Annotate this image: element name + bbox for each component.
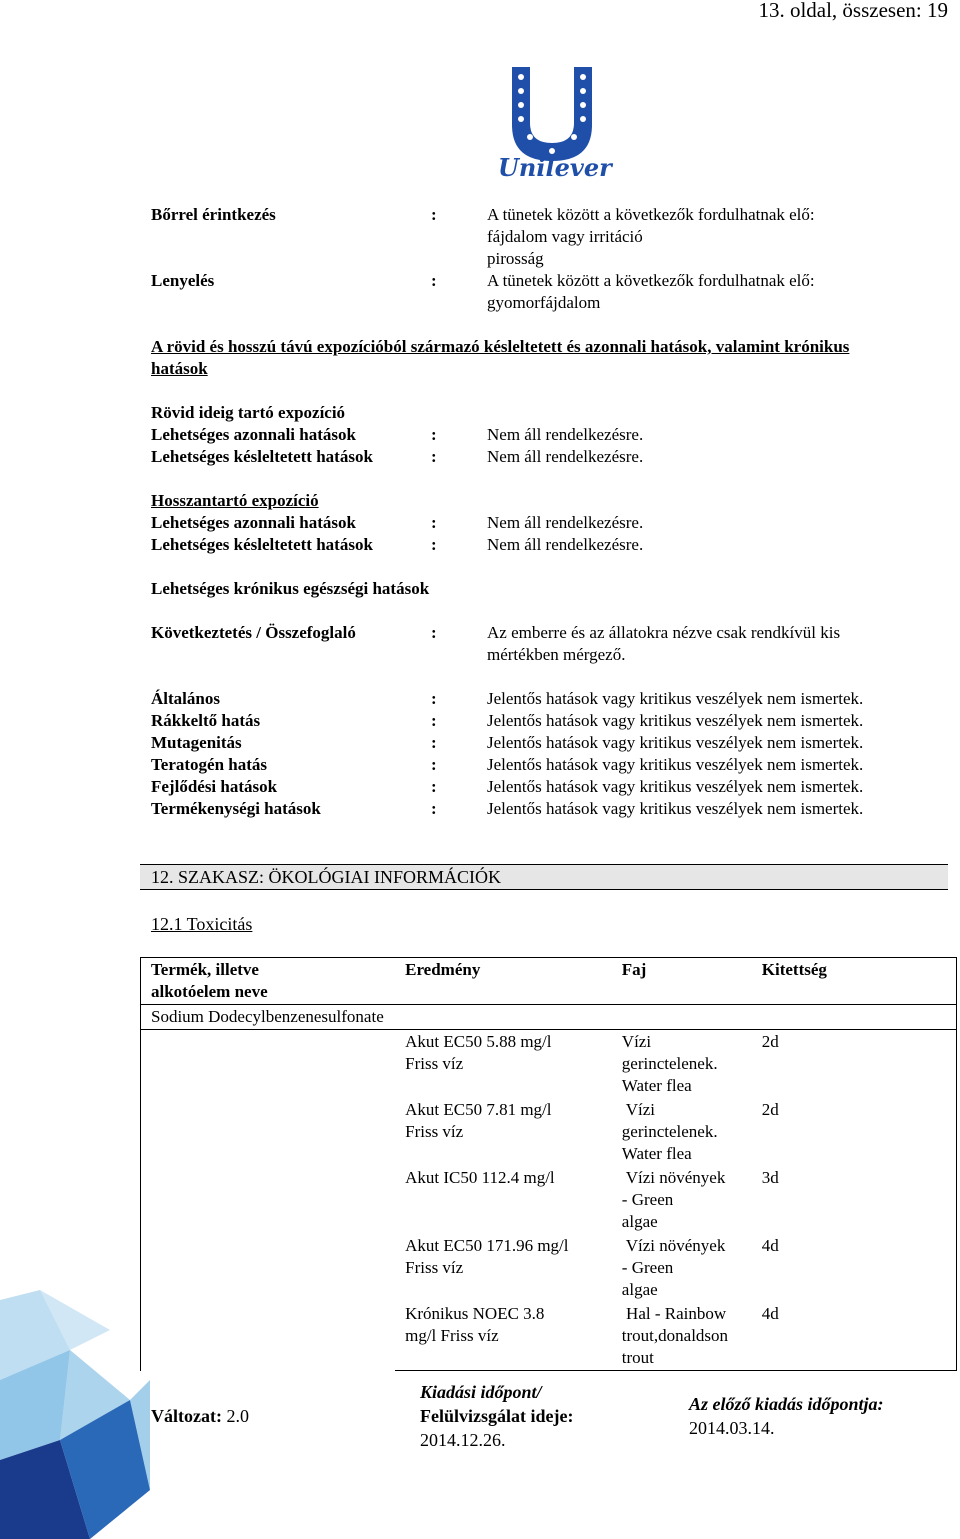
exposure-cell: 2d	[752, 1030, 957, 1099]
skin-contact-value-3: pirosság	[487, 249, 544, 268]
page-number: 13. oldal, összesen: 19	[758, 0, 948, 22]
species-cell: Vízi gerinctelenek. Water flea	[621, 1032, 718, 1095]
empty-cell	[141, 1030, 396, 1371]
colon: :	[431, 425, 437, 444]
effect-value: Jelentős hatások vagy kritikus veszélyek nem ismertek.	[487, 689, 864, 708]
header-exposure: Kitettség	[752, 958, 957, 1005]
skin-contact-value-1: A tünetek között a következők fordulhatnak elő:	[487, 205, 815, 224]
effect-label: Rákkeltő hatás	[151, 711, 261, 730]
short-delayed-value: Nem áll rendelkezésre.	[487, 447, 644, 466]
long-immediate-label: Lehetséges azonnali hatások	[151, 513, 356, 532]
toxicity-heading: 12.1 Toxicitás	[151, 914, 253, 934]
version	[151, 1404, 249, 1428]
result-cell: Akut EC50 5.88 mg/l Friss víz	[405, 1032, 552, 1073]
effect-value: Jelentős hatások vagy kritikus veszélyek nem ismertek.	[487, 755, 864, 774]
unilever-wordmark: Unilever	[498, 153, 612, 182]
issue-label-1: Kiadási időpont/	[420, 1382, 542, 1402]
long-delayed-label: Lehetséges késleltetett hatások	[151, 535, 373, 554]
colon: :	[431, 689, 437, 708]
species-cell: Vízi növények - Green algae	[621, 1236, 726, 1299]
issue-date: 2014.12.26.	[420, 1430, 506, 1450]
unilever-logo	[498, 65, 612, 182]
effect-value: Jelentős hatások vagy kritikus veszélyek nem ismertek.	[487, 733, 864, 752]
colon: :	[431, 623, 437, 642]
conclusion-value-1: Az emberre és az állatokra nézve csak rendkívül kis	[487, 623, 841, 642]
table-header-row	[141, 958, 957, 1005]
exposure-cell: 4d	[752, 1234, 957, 1302]
table-row	[141, 1030, 957, 1099]
effect-value: Jelentős hatások vagy kritikus veszélyek nem ismertek.	[487, 799, 864, 818]
effect-value: Jelentős hatások vagy kritikus veszélyek nem ismertek.	[487, 711, 864, 730]
exposure-cell: 4d	[752, 1302, 957, 1371]
long-delayed-value: Nem áll rendelkezésre.	[487, 535, 644, 554]
short-term-heading: Rövid ideig tartó expozíció	[151, 403, 346, 422]
effect-label: Mutagenitás	[151, 733, 242, 752]
short-immediate-label: Lehetséges azonnali hatások	[151, 425, 356, 444]
result-cell: Akut IC50 112.4 mg/l	[405, 1168, 555, 1187]
colon: :	[431, 513, 437, 532]
result-cell: Akut EC50 171.96 mg/l Friss víz	[405, 1236, 569, 1277]
long-term-heading: Hosszantartó expozíció	[151, 491, 319, 510]
exposure-cell: 3d	[752, 1166, 957, 1234]
chronic-heading: Lehetséges krónikus egészségi hatások	[151, 579, 430, 598]
exposure-cell: 2d	[752, 1098, 957, 1166]
previous-date-block	[689, 1392, 884, 1440]
substance-row	[141, 1005, 957, 1030]
conclusion-value-2: mértékben mérgező.	[487, 645, 626, 664]
short-delayed-label: Lehetséges késleltetett hatások	[151, 447, 373, 466]
colon: :	[431, 777, 437, 796]
issue-date-block	[420, 1380, 573, 1452]
conclusion-label: Következtetés / Összefoglaló	[151, 623, 356, 642]
header-species: Faj	[612, 958, 752, 1005]
effect-label: Teratogén hatás	[151, 755, 268, 774]
short-immediate-value: Nem áll rendelkezésre.	[487, 425, 644, 444]
substance-name: Sodium Dodecylbenzenesulfonate	[141, 1005, 957, 1030]
section-12-title: 12. SZAKASZ: ÖKOLÓGIAI INFORMÁCIÓK	[151, 867, 501, 887]
section-12-bar	[140, 864, 948, 890]
colon: :	[431, 755, 437, 774]
long-immediate-value: Nem áll rendelkezésre.	[487, 513, 644, 532]
colon: :	[431, 447, 437, 466]
species-cell: Vízi gerinctelenek. Water flea	[621, 1100, 718, 1163]
result-cell: Akut EC50 7.81 mg/l Friss víz	[405, 1100, 552, 1141]
skin-contact-value-2: fájdalom vagy irritáció	[487, 227, 643, 246]
ingestion-value-1: A tünetek között a következők fordulhatnak elő:	[487, 271, 815, 290]
result-cell: Krónikus NOEC 3.8 mg/l Friss víz	[395, 1302, 612, 1371]
version-value: 2.0	[226, 1406, 249, 1426]
version-label: Változat:	[151, 1406, 222, 1426]
species-cell: Vízi növények - Green algae	[621, 1168, 726, 1231]
header-result: Eredmény	[395, 958, 612, 1005]
previous-label: Az előző kiadás időpontja:	[689, 1394, 884, 1414]
footer-decoration	[0, 1290, 150, 1539]
ingestion-value-2: gyomorfájdalom	[487, 293, 601, 312]
effect-label: Fejlődési hatások	[151, 777, 278, 796]
colon: :	[431, 799, 437, 818]
toxicity-table	[140, 957, 957, 1371]
colon: :	[431, 733, 437, 752]
species-cell: Hal - Rainbow trout,donaldson trout	[612, 1302, 752, 1371]
previous-date: 2014.03.14.	[689, 1418, 775, 1438]
effect-label: Termékenységi hatások	[151, 799, 321, 818]
colon: :	[431, 271, 437, 290]
delayed-effects-heading-2: hatások	[151, 359, 208, 378]
issue-label-2: Felülvizsgálat ideje:	[420, 1406, 574, 1426]
colon: :	[431, 205, 437, 224]
skin-contact-label: Bőrrel érintkezés	[151, 205, 276, 224]
colon: :	[431, 711, 437, 730]
effect-value: Jelentős hatások vagy kritikus veszélyek nem ismertek.	[487, 777, 864, 796]
colon: :	[431, 535, 437, 554]
ingestion-label: Lenyelés	[151, 271, 215, 290]
delayed-effects-heading-1: A rövid és hosszú távú expozícióból származó késleltetett és azonnali hatások, valamint krónikus	[151, 337, 850, 356]
header-product: Termék, illetve alkotóelem neve	[141, 958, 396, 1005]
effect-label: Általános	[151, 689, 220, 708]
